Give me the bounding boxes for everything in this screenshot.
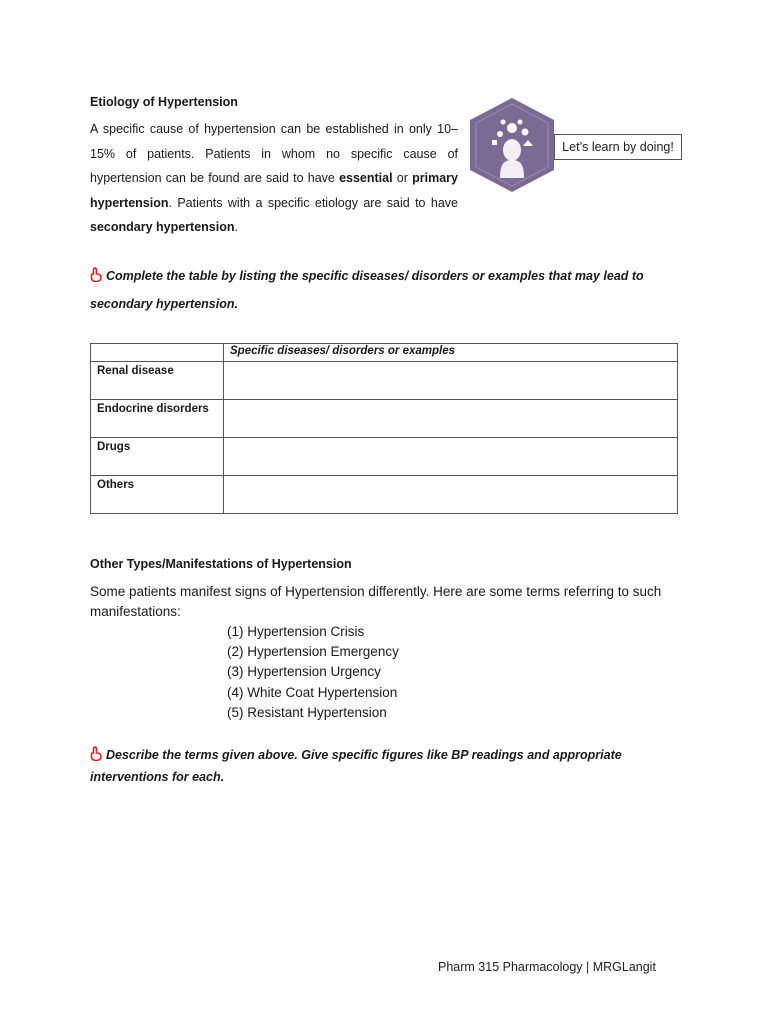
list-item: (3) Hypertension Urgency [227, 664, 381, 680]
list-item: (2) Hypertension Emergency [227, 644, 399, 660]
pointing-hand-icon [90, 267, 102, 282]
header-cell-empty [91, 344, 224, 362]
answer-cell[interactable] [224, 476, 678, 514]
list-item: (1) Hypertension Crisis [227, 624, 365, 639]
table-row [91, 476, 678, 514]
answer-cell[interactable] [224, 362, 678, 400]
terms-list [227, 622, 399, 723]
badge-label: Let’s learn by doing! [554, 134, 682, 160]
list-item: (5) Resistant Hypertension [227, 704, 387, 720]
row-label: Renal disease [91, 362, 224, 400]
row-label: Drugs [91, 438, 224, 476]
instruction-text: Complete the table by listing the specific diseases/ disorders or examples that may lead to secondary hypertension. [90, 269, 644, 311]
table-row [91, 362, 678, 400]
instruction-describe [90, 744, 678, 788]
text-run: . [234, 220, 238, 234]
etiology-paragraph [90, 117, 458, 240]
list-item: (4) White Coat Hypertension [227, 684, 398, 700]
text-run: . Patients with a specific etiology are said to have [168, 195, 458, 210]
secondary-hypertension-table [90, 343, 678, 514]
term-essential: essential [339, 171, 393, 185]
table-row [91, 438, 678, 476]
row-label: Endocrine disorders [91, 400, 224, 438]
text-run: A specific cause of hypertension can be established in only 10–15% of patients. Patients in whom no specific cause of hypertension can be found are said to have [90, 122, 458, 185]
answer-cell[interactable] [224, 438, 678, 476]
table-row [91, 400, 678, 438]
section-title-other-types: Other Types/Manifestations of Hypertension [90, 557, 352, 571]
answer-cell[interactable] [224, 400, 678, 438]
instruction-table [90, 262, 678, 318]
term-primary-hypertension: primary hypertension [90, 171, 458, 210]
other-types-intro: Some patients manifest signs of Hypertension differently. Here are some terms referring to such manifestations: [90, 584, 662, 619]
row-label: Others [91, 476, 224, 514]
pointing-hand-icon [90, 746, 102, 761]
page-footer: Pharm 315 Pharmacology | MRGLangit [438, 960, 656, 974]
section-title-etiology: Etiology of Hypertension [90, 95, 238, 109]
text-run: or [396, 171, 408, 185]
table-header-row [91, 344, 678, 362]
header-cell-examples: Specific diseases/ disorders or examples [224, 344, 678, 362]
term-secondary-hypertension: secondary hypertension [90, 220, 235, 234]
instruction-text: Describe the terms given above. Give specific figures like BP readings and appropriate interventions for each. [90, 748, 622, 784]
